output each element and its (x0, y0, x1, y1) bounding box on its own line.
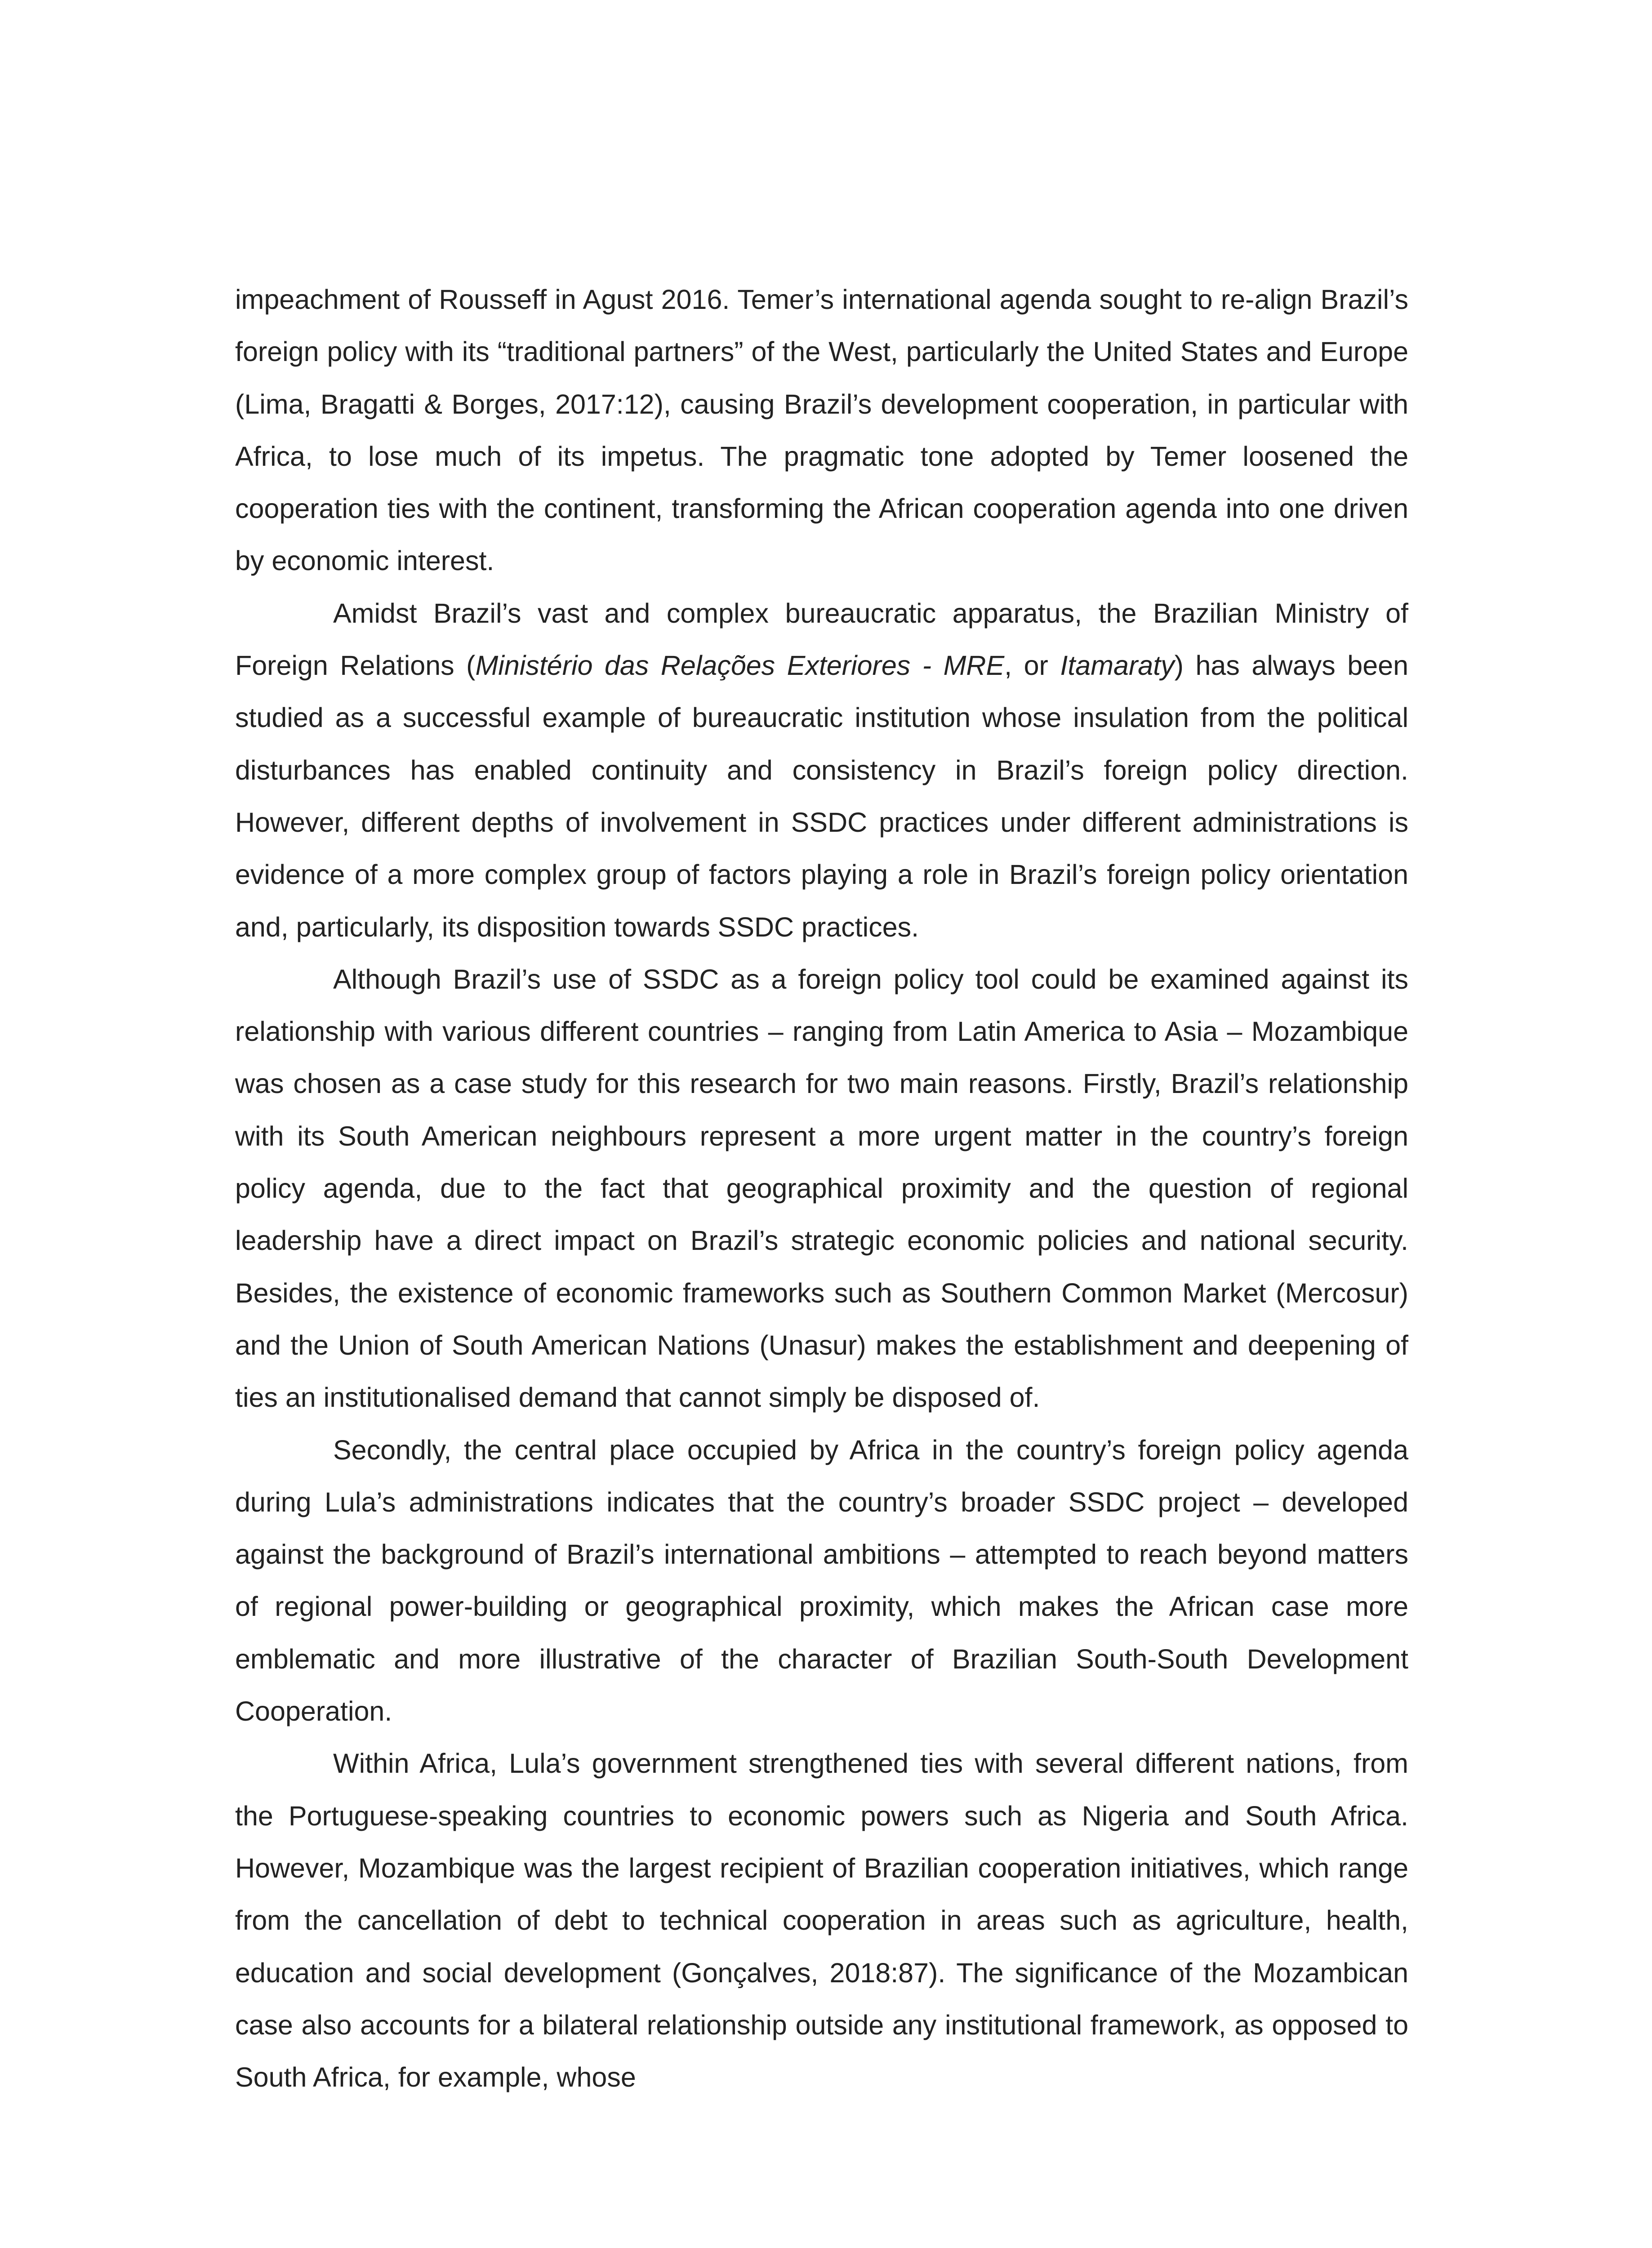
text-run: Amidst Brazil’s vast and complex bureaucratic apparatus, the Brazilian Ministry of Foreign Relations ( (235, 598, 1408, 681)
paragraph (235, 273, 1408, 587)
paragraph (235, 953, 1408, 1424)
body-text (235, 273, 1408, 2103)
text-run: Although Brazil’s use of SSDC as a foreign policy tool could be examined against its relationship with various different countries – ranging from Latin America to Asia – Mozambique was chosen as a case study for this research for two main reasons. Firstly, Brazil’s relationship with its South American neighbours represent a more urgent matter in the country’s foreign policy agenda, due to the fact that geographical proximity and the question of regional leadership have a direct impact on Brazil’s strategic economic policies and national security. Besides, the existence of economic frameworks such as Southern Common Market (Mercosur) and the Union of South American Nations (Unasur) makes the establishment and deepening of ties an institutionalised demand that cannot simply be disposed of. (235, 963, 1408, 1413)
text-run: Within Africa, Lula’s government strengthened ties with several different nations, from the Portuguese-speaking countries to economic powers such as Nigeria and South Africa. However, Mozambique was the largest recipient of Brazilian cooperation initiatives, which range from the cancellation of debt to technical cooperation in areas such as agriculture, health, education and social development (Gonçalves, 2018:87). The significance of the Mozambican case also accounts for a bilateral relationship outside any institutional framework, as opposed to South Africa, for example, whose (235, 1748, 1408, 2093)
text-run: ) has always been studied as a successful example of bureaucratic institution whose insulation from the political disturbances has enabled continuity and consistency in Brazil’s foreign policy direction. However, different depths of involvement in SSDC practices under different administrations is evidence of a more complex group of factors playing a role in Brazil’s foreign policy orientation and, particularly, its disposition towards SSDC practices. (235, 650, 1408, 942)
text-run: Secondly, the central place occupied by Africa in the country’s foreign policy agenda during Lula’s administrations indicates that the country’s broader SSDC project – developed against the background of Brazil’s international ambitions – attempted to reach beyond matters of regional power-building or geographical proximity, which makes the African case more emblematic and more illustrative of the character of Brazilian South-South Development Cooperation. (235, 1434, 1408, 1727)
italic-text-run: Itamaraty (1060, 650, 1175, 681)
italic-text-run: Ministério das Relações Exteriores - MRE (475, 650, 1005, 681)
paragraph (235, 587, 1408, 953)
paragraph (235, 1737, 1408, 2103)
paragraph (235, 1424, 1408, 1738)
text-run: , or (1004, 650, 1060, 681)
text-run: impeachment of Rousseff in Agust 2016. Temer’s international agenda sought to re-align Brazil’s foreign policy with its “traditional partners” of the West, particularly the United States and Europe (Lima, Bragatti & Borges, 2017:12), causing Brazil’s development cooperation, in particular with Africa, to lose much of its impetus. The pragmatic tone adopted by Temer loosened the cooperation ties with the continent, transforming the African cooperation agenda into one driven by economic interest. (235, 284, 1408, 576)
